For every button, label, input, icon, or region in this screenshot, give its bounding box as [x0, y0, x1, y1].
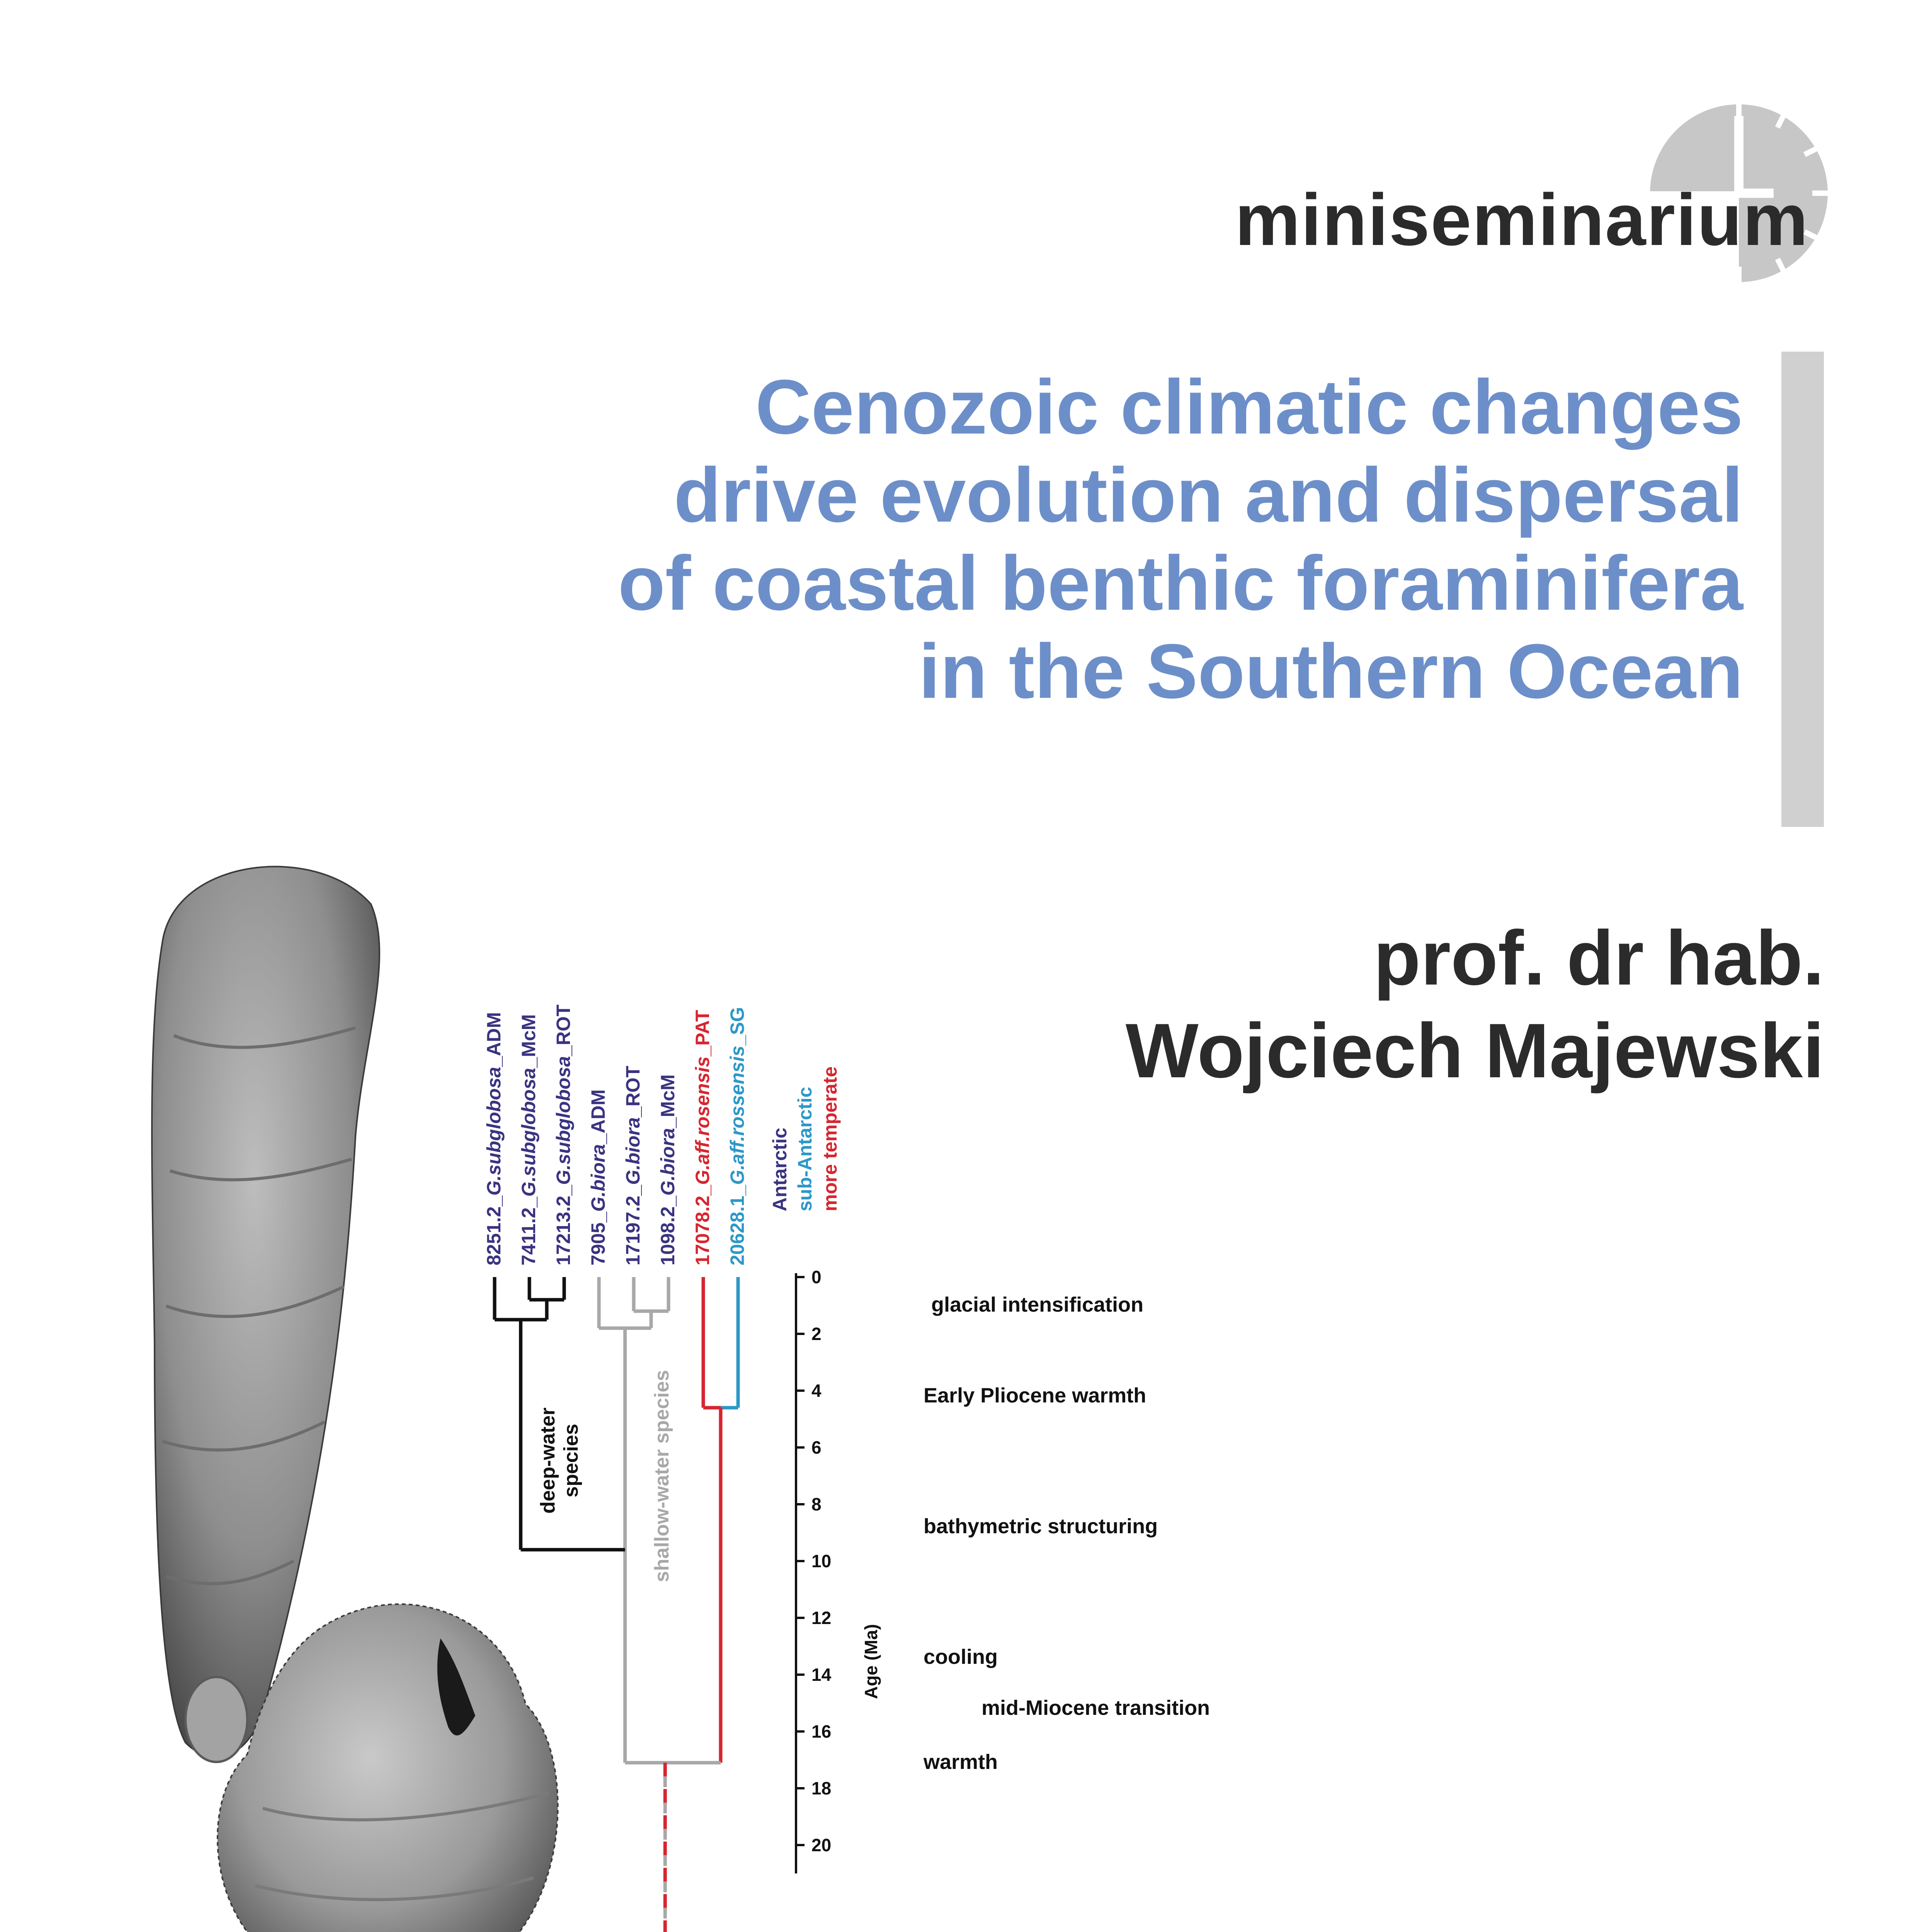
axis-tick-label: 16: [811, 1721, 832, 1742]
axis-tick-label: 6: [811, 1437, 822, 1458]
series-name: miniseminarium: [1235, 179, 1809, 261]
axis-tick-label: 2: [811, 1324, 822, 1344]
axis-tick-label: 10: [811, 1551, 832, 1571]
taxon-label: 7905_G.biora_ADM: [587, 1089, 609, 1265]
taxon-label: 17213.2_G.subglobosa_ROT: [553, 1004, 574, 1265]
phylogeny-figure: [456, 935, 1306, 1932]
talk-title: [313, 363, 1743, 716]
title-line: drive evolution and dispersal: [674, 452, 1743, 538]
event-label: cooling: [924, 1645, 998, 1668]
axis-tick-label: 20: [811, 1835, 832, 1855]
axis-tick-label: 18: [811, 1778, 832, 1798]
axis-tick-label: 12: [811, 1608, 832, 1628]
axis-tick-label: 0: [811, 1267, 822, 1287]
title-accent-bar: [1781, 352, 1824, 827]
event-label: mid-Miocene transition: [981, 1696, 1210, 1720]
clade-label-shallow: shallow-water species: [651, 1370, 673, 1582]
event-label: warmth: [924, 1750, 998, 1774]
axis-label: Age (Ma): [861, 1624, 881, 1699]
taxon-label: 17197.2_G.biora_ROT: [622, 1066, 644, 1265]
event-label: glacial intensification: [931, 1293, 1144, 1316]
title-line: of coastal benthic foraminifera: [618, 540, 1743, 626]
event-label: Early Pliocene warmth: [924, 1384, 1146, 1407]
legend-temperate: more temperate: [819, 1066, 841, 1211]
clade-label-deep: deep-water: [537, 1407, 559, 1514]
axis-tick-label: 14: [811, 1665, 832, 1685]
axis-tick-label: 4: [811, 1381, 822, 1401]
taxon-label: 7411.2_G.subglobosa_McM: [518, 1014, 539, 1265]
clade-label-deep: species: [560, 1423, 582, 1498]
title-line: in the Southern Ocean: [919, 628, 1743, 714]
taxon-label: 8251.2_G.subglobosa_ADM: [483, 1012, 505, 1265]
taxon-label: 1098.2_G.biora_McM: [657, 1074, 679, 1265]
taxon-label: 20628.1_G.aff.rossensis_SG: [726, 1007, 748, 1265]
title-line: Cenozoic climatic changes: [755, 364, 1743, 450]
event-label: bathymetric structuring: [924, 1514, 1158, 1538]
taxon-label: 17078.2_G.aff.rosensis_PAT: [692, 1010, 713, 1265]
legend-subantarctic: sub-Antarctic: [794, 1087, 816, 1211]
speaker-title: prof. dr hab.: [1373, 915, 1824, 1001]
legend-antarctic: Antarctic: [769, 1128, 791, 1211]
axis-tick-label: 8: [811, 1494, 822, 1514]
speaker-name: Wojciech Majewski: [1125, 1008, 1824, 1094]
